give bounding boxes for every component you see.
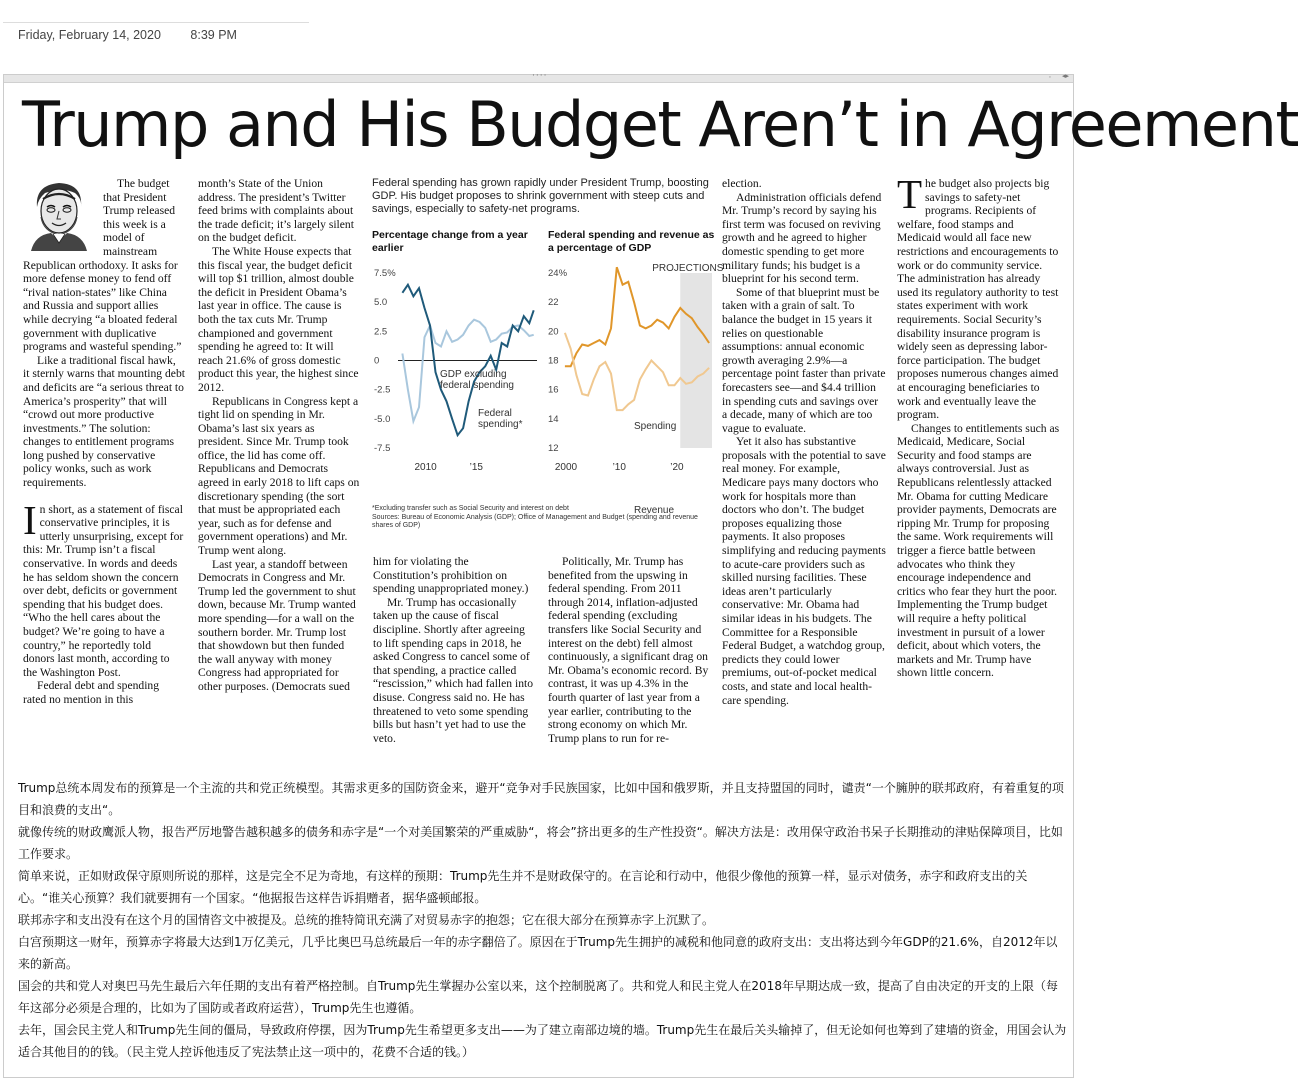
y-tick-label: 2.5 (374, 326, 388, 338)
col1-paragraph-2: Like a traditional fiscal hawk, it sternly warns that mounting debt and deficits are “a serious threat to America’s prosperity” that will “crowd out more productive investments.” The solution: changes to entitlement programs long pushed by conservative policy wonks, such as work requirements. (23, 353, 185, 490)
col2-paragraph-3: Republicans in Congress kept a tight lid on spending in Mr. Obama’s last six years as president. Since Mr. Trump took office, the lid has come off. Republicans and Democrats agreed in early 2018 to lift caps on discretionary spending (the sort that must be appropriated each year, such as for defense and government operations) and Mr. Trump went along. (198, 394, 360, 558)
article-column-2 (198, 177, 361, 694)
drop-cap: I (23, 496, 37, 543)
columnist-portrait-icon (23, 177, 95, 251)
translation-paragraph: 白宫预期这一财年，预算赤字将最大达到1万亿美元，几乎比奥巴马总统最后一年的赤字翻倍了。原因在于Trump先生拥护的减税和他同意的政府支出：支出将达到今年GDP的21.6%，自2012年以来的新高。 (18, 935, 1058, 971)
drag-handle-icon[interactable]: ···· (532, 71, 548, 81)
col1-paragraph-1: The budget that President Trump released this week is a model of mainstream Republican orthodoxy. It asks for more defense money to fend off “rival nation-states” like China and Russia and support allies while decrying “a bloated federal government with duplicative programs and wasteful spending.” (23, 177, 182, 354)
chart-footnote: *Excluding transfer such as Social Security and interest on debt (372, 505, 569, 512)
headline: Trump and His Budget Aren’t in Agreement (22, 88, 1298, 161)
x-tick-label: 2000 (554, 462, 578, 473)
col2-paragraph-4: Last year, a standoff between Democrats in Congress and Mr. Trump led the government to shut down, because Mr. Trump wanted more spending—for a wall on the southern border. Mr. Trump lost that showdown but then funded the wall anyway with money Congress had appropriated for other purposes. (Democrats sued (198, 557, 356, 693)
time-text: 8:39 PM (190, 28, 237, 42)
article-column-3 (373, 555, 535, 745)
article-column-1 (23, 177, 185, 707)
translation-paragraph: Trump总统本周发布的预算是一个主流的共和党正统模型。其需求更多的国防资金来，避开“竞争对手民族国家，比如中国和俄罗斯，并且支持盟国的同时，谴责“一个臃肿的联邦政府，有着重复的项目和浪费的支出“。 (18, 781, 1064, 817)
y-tick-label: -5.0 (374, 413, 391, 425)
col1-paragraph-4: Federal debt and spending rated no mention in this (23, 679, 160, 706)
col6-paragraph-2: Changes to entitlements such as Medicaid, Medicare, Social Security and food stamps are always controversial. Just as Republicans relentlessly attacked Mr. Obama for cutting Medicare provider payments, Democrats are ripping Mr. Trump for proposing the same. Work requirements will trigger a fierce battle between advocates who think they encourage independence and critics who fear they hurt the poor. Implementing the Trump budget will require a hefty political investment in pursuit of a lower deficit, about which voters, the markets and Mr. Trump have shown little concern. (897, 421, 1060, 680)
y-tick-label: 12 (548, 443, 559, 454)
y-tick-label: 16 (548, 384, 559, 396)
y-tick-label: 0 (374, 355, 380, 367)
col1-paragraph-3 (23, 496, 185, 680)
projections-label: PROJECTIONS (652, 263, 724, 274)
x-tick-label: ’20 (670, 462, 684, 473)
col6-paragraph-1-text: he budget also projects big savings to safety-net programs. Recipients of welfare, food stamps and Medicaid would all face new restrictions and encouragements to work or do community service. The administration has already used its regulatory authority to test states experiment with work requirements. Social Security’s disability insurance program is widely seen as depressing labor-force participation. The budget proposes numerous changes aimed at encouraging beneficiaries to work and eventually leave the program. (897, 177, 1059, 422)
split-marker-icon: ◦ (1048, 73, 1051, 81)
col5-paragraph-4: Yet it also has substantive proposals with the potential to save real money. For example, Medicare pays many doctors who work for hospitals more than doctors who don’t. The budget proposes equalizing those payments. It also proposes simplifying and reducing payments to acute-care providers such as skilled nursing facilities. These ideas aren’t particularly conservative: Mr. Obama had similar ideas in his budgets. The Committee for a Responsible Federal Budget, a watchdog group, predicts they could lower premiums, out-of-pocket medical costs, and state and local health-care spending. (722, 435, 886, 707)
col6-paragraph-1 (897, 171, 1060, 422)
y-tick-label: 24% (548, 268, 568, 279)
chart-source (372, 505, 712, 531)
y-tick-label: 7.5% (374, 268, 396, 279)
projection-shade (680, 273, 712, 448)
series-label-gdp: GDP excluding federal spending (440, 369, 514, 391)
series-label-spending: Spending (634, 421, 677, 432)
translation-paragraph: 国会的共和党人对奥巴马先生最后六年任期的支出有着严格控制。自Trump先生掌握办公室以来，这个控制脱离了。共和党人和民主党人在2018年早期达成一致，提高了自由决定的开支的上限（每年这部分必须是合理的，比如为了国防或者政府运营），Trump先生也遵循。 (18, 979, 1058, 1015)
article-column-5 (722, 177, 886, 707)
article-column-6 (897, 171, 1060, 680)
article-panel (3, 71, 1298, 1078)
col3-paragraph-2: Mr. Trump has occasionally taken up the cause of fiscal discipline. Shortly after agreeing to lift spending caps in 2018, he asked Congress to cancel some of that spending, a practice called “rescission,” which had fallen into disuse. Congress said no. He has threatened to veto some spending bills but hasn’t yet had to use the veto. (373, 595, 534, 745)
col2-paragraph-2: The White House expects that this fiscal year, the budget deficit will top $1 trillion, almost double the deficit in President Obama’s last year in office. The cause is both the tax cuts Mr. Trump championed and government spending he agreed to: It will reach 21.6% of gross domestic product this year, the highest since 2012. (198, 244, 359, 394)
x-tick-label: ’15 (469, 462, 483, 473)
date-header (18, 28, 237, 42)
date-text: Friday, February 14, 2020 (18, 28, 161, 42)
col3-paragraph-1: him for violating the Constitution’s prohibition on spending unappropriated money.) (373, 555, 529, 596)
col1-paragraph-3-text: n short, as a statement of fiscal conservative principles, it is utterly unsurprising, except for this: Mr. Trump isn’t a fiscal conservative. In words and deeds he has seldom shown the concern over debt, deficits or government spending that his budget does. “Who the hell cares about the budget? We’re going to have a country,” he reportedly told donors last month, according to the Washington Post. (23, 502, 184, 679)
translation-paragraph: 去年，国会民主党人和Trump先生间的僵局，导致政府停摆，因为Trump先生希望更多支出——为了建立南部边境的墙。Trump先生在最后关头输掉了，但无论如何也筹到了建墙的资金，用国会认为适合其他目的的钱。（民主党人控诉他违反了宪法禁止这一项中的，花费不合适的钱。） (18, 1023, 1067, 1059)
translation-paragraph: 联邦赤字和支出没有在这个月的国情咨文中被提及。总统的推特简讯充满了对贸易赤字的抱怨；它在很大部分在预算赤字上沉默了。 (18, 913, 715, 927)
y-tick-label: -7.5 (374, 443, 391, 454)
x-tick-label: 2010 (414, 462, 437, 473)
col5-paragraph-1: election. (722, 177, 762, 190)
drop-cap: T (897, 171, 923, 217)
y-tick-label: 14 (548, 413, 559, 425)
top-divider (3, 22, 309, 23)
article-column-4 (548, 555, 710, 745)
chart-graphic (372, 177, 724, 547)
y-tick-label: 5.0 (374, 297, 388, 309)
col2-paragraph-1: month’s State of the Union address. The president’s Twitter feed brims with complaints about the trade deficit; it’s largely silent on the budget deficit. (198, 177, 354, 245)
resize-grip[interactable] (4, 71, 1073, 83)
series-label-revenue: Revenue (634, 505, 675, 516)
col5-paragraph-3: Some of that blueprint must be taken with a grain of salt. To balance the budget in 15 years it relies on questionable assumptions: annual economic growth averaging 2.9%—a percentage point faster than private forecasters see—and $4.4 trillion in spending cuts and savings over a decade, many of which are too vague to evaluate. (722, 285, 886, 435)
translation-paragraph: 就像传统的财政鹰派人物，报告严厉地警告越积越多的债务和赤字是“一个对美国繁荣的严重威胁“，将会”挤出更多的生产性投资“。解决方法是：改用保守政治书呆子长期推动的津贴保障项目，比如工作要求。 (18, 825, 1063, 861)
col4-paragraph-1: Politically, Mr. Trump has benefited from the upswing in federal spending. From 2011 through 2014, inflation-adjusted federal spending (excluding transfers like Social Security and interest on the debt) fell almost continuously, a significant drag on Mr. Obama’s economic record. By contrast, it was up 4.3% in the fourth quarter of last year from a year earlier, contributing to the strong economy on which Mr. Trump plans to run for re- (548, 555, 709, 745)
y-tick-label: 22 (548, 297, 559, 309)
chart-intro: Federal spending has grown rapidly under President Trump, boosting GDP. His budget proposes to shrink government with steep cuts and savings, especially to safety-net programs. (372, 177, 709, 215)
y-tick-label: -2.5 (374, 384, 391, 396)
translation-block (18, 777, 1068, 1063)
y-tick-label: 20 (548, 326, 559, 338)
col5-paragraph-2: Administration officials defend Mr. Trump’s record by saying his first term was focused on reviving growth and he agreed to higher domestic spending to get more military funds; his budget is a blueprint for his second term. (722, 190, 882, 286)
chart1-title: Percentage change from a year earlier (372, 229, 528, 254)
translation-paragraph: 简单来说，正如财政保守原则所说的那样，这是完全不足为奇地，有这样的预期：Trump先生并不是财政保守的。在言论和行动中，他很少像他的预算一样，显示对债务，赤字和政府支出的关心。“谁关心预算？我们就要拥有一个国家。“他据报告这样告诉捐赠者，据华盛顿邮报。 (18, 869, 1028, 905)
expand-arrows-icon[interactable]: ◂▸ (1061, 72, 1069, 80)
x-tick-label: ’10 (612, 462, 626, 473)
y-tick-label: 18 (548, 355, 559, 367)
series-label-federal-spending: Federal spending* (478, 408, 523, 430)
chart2-title: Federal spending and revenue as a percentage of GDP (548, 229, 715, 254)
chart-sources: Sources: Bureau of Economic Analysis (GDP); Office of Management and Budget (spending and revenue shares of GDP) (372, 513, 698, 530)
